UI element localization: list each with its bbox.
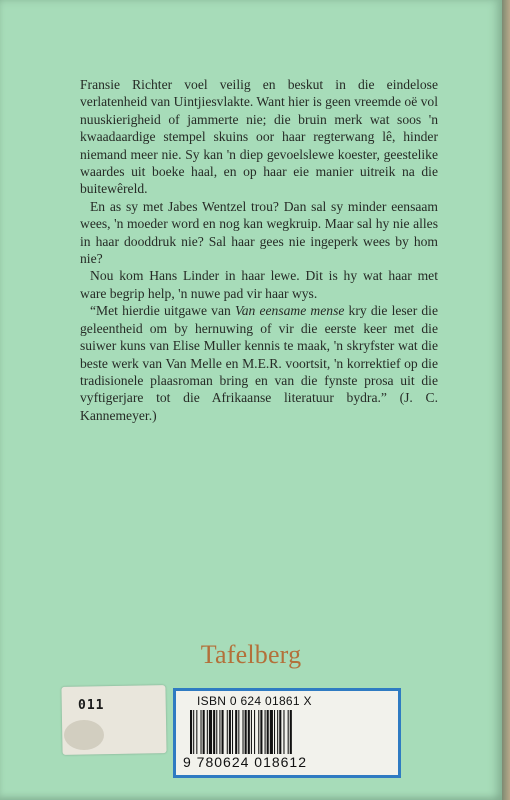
sticker-wear-mark bbox=[64, 720, 104, 750]
quote-opening: “Met hierdie uitgawe van bbox=[90, 303, 235, 319]
blurb-paragraph-1: Fransie Richter voel veilig en beskut in die eindelose verlatenheid van Uintjiesvlakte. Want hier is geen vreemde oë vol nuuskierigheid of jammerte nie; die bruin merk wat soos 'n kwaadaardige stempel skuins oor haar regterwang lê, hinder niemand meer nie. Sy kan 'n diep gevoelslewe koester, geestelike waardes uit boeke haal, en op haar eie manier uitreik na die buitewêreld. bbox=[80, 77, 439, 197]
blurb-paragraph-3: Nou kom Hans Linder in haar lewe. Dit is hy wat haar met ware begrip help, 'n nuwe pad vir haar wys. bbox=[80, 268, 438, 301]
page-edge bbox=[502, 0, 510, 800]
book-title-italic: Van eensame mense bbox=[234, 303, 345, 319]
publisher-logo: Tafelberg bbox=[200, 640, 302, 669]
isbn-text: ISBN 0 624 01861 X bbox=[197, 694, 312, 708]
ean-number: 9 780624 018612 bbox=[183, 754, 307, 770]
review-quote bbox=[80, 302, 438, 424]
quote-body: kry die leser die geleentheid om by hernuwing of vir die eerste keer met die suiwer kuns van Elise Muller kennis te maak, 'n skryfster wat die beste werk van Van Melle en M.E.R. voortsit, 'n korrektief op die tradisionele plaasroman bring en van die fynste prosa uit die vyftigerjare tot die Afrikaanse literatuur bydra.” (J. C. Kannemeyer.) bbox=[80, 303, 438, 423]
blurb-text bbox=[80, 76, 438, 424]
sticker-number: 011 bbox=[78, 698, 105, 713]
blurb-paragraph-2: En as sy met Jabes Wentzel trou? Dan sal sy minder eensaam wees, 'n moeder word en nog kan wegkruip. Maar sal hy nie alles in haar dooddruk nie? Sal haar gees nie ingeperk wees by hom nie? bbox=[80, 198, 438, 267]
barcode-icon bbox=[190, 710, 390, 754]
